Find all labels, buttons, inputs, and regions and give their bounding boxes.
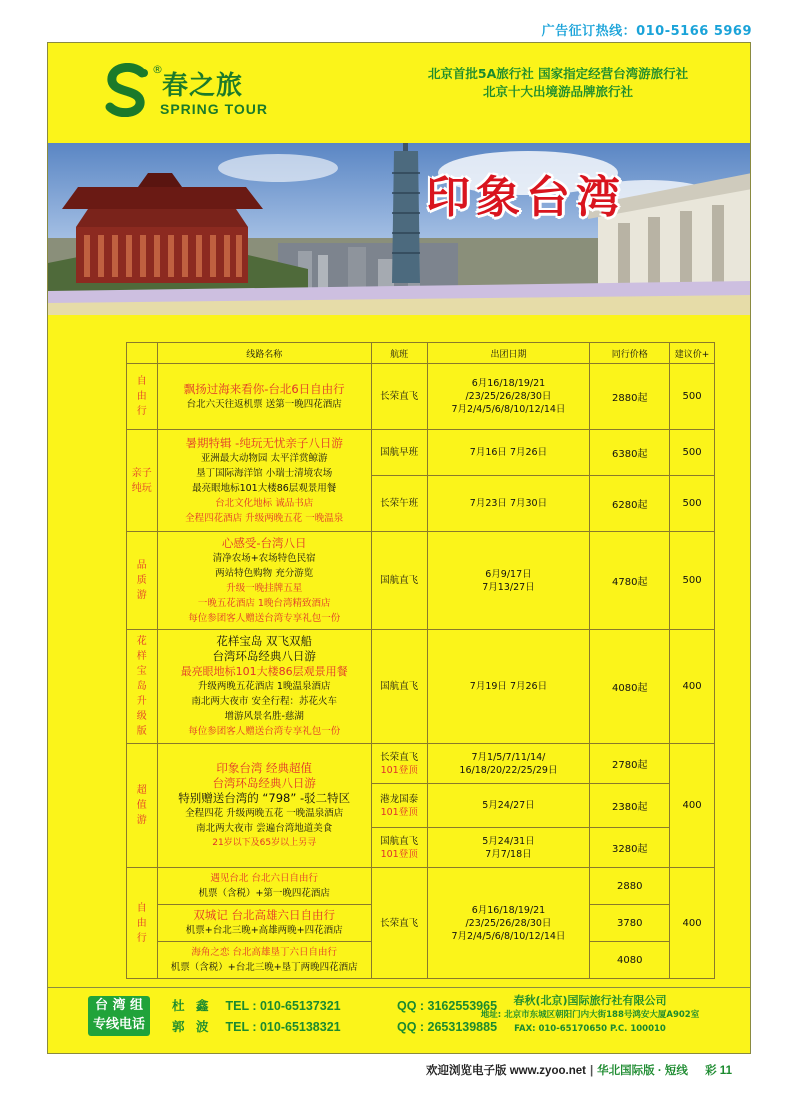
contact-name: 杜 鑫 bbox=[172, 999, 213, 1013]
route-title: 印象台湾 经典超值 bbox=[216, 760, 313, 775]
departure-dates-cell: 5月24/27日 bbox=[427, 784, 590, 828]
route-detail: 清净农场+农场特色民宿 bbox=[212, 552, 316, 564]
route-name-cell bbox=[157, 532, 371, 630]
trade-price-cell: 6280起 bbox=[590, 476, 670, 532]
trade-price-cell: 4080起 bbox=[590, 630, 670, 744]
advertisement-poster bbox=[47, 42, 751, 1054]
route-detail: 台北六天往返机票 送第一晚四花酒店 bbox=[186, 398, 342, 410]
suggested-price-cell: 500 bbox=[670, 476, 715, 532]
route-detail: 一晚五花酒店 1晚台湾精致酒店 bbox=[197, 597, 331, 609]
route-detail: 两站特色购物 充分游览 bbox=[215, 567, 314, 579]
contact-phone: TEL : 010-65137321 bbox=[225, 999, 341, 1013]
contact-row bbox=[172, 1017, 497, 1038]
flight-cell: 国航直飞 bbox=[371, 532, 427, 630]
route-detail: 每位参团客人赠送台湾专享礼包一份 bbox=[188, 726, 341, 737]
contact-phone: TEL : 010-65138321 bbox=[225, 1020, 341, 1034]
trade-price-cell: 3780 bbox=[590, 905, 670, 942]
route-detail: 最亮眼地标101大楼86层观景用餐 bbox=[192, 482, 337, 494]
route-highlight: 特别赠送台湾的 “798” -驳二特区 bbox=[178, 790, 351, 805]
route-title: 遇见台北 台北六日自由行 bbox=[210, 873, 318, 884]
company-name: 春秋(北京)国际旅行社有限公司 bbox=[513, 994, 667, 1007]
route-title: 台湾环岛经典八日游 bbox=[212, 775, 316, 790]
suggested-price-cell: 500 bbox=[670, 532, 715, 630]
logo-chinese-name: 春之旅 bbox=[162, 71, 244, 101]
route-title: 心感受-台湾八日 bbox=[221, 535, 307, 550]
contact-list bbox=[172, 996, 497, 1038]
route-title: 飘扬过海来看你-台北6日自由行 bbox=[183, 381, 345, 396]
ad-hotline: 广告征订热线：010-5166 5969 bbox=[541, 24, 752, 39]
flight-cell: 国航直飞 bbox=[371, 630, 427, 744]
trade-price-cell: 3280起 bbox=[590, 828, 670, 868]
flight-cell: 长荣午班 bbox=[371, 476, 427, 532]
spring-tour-logo bbox=[102, 61, 302, 121]
flight-cell: 长荣直飞 101登顶 bbox=[371, 744, 427, 784]
trade-price-cell: 2880 bbox=[590, 868, 670, 905]
route-detail: 升级一晚挂牌五星 bbox=[226, 582, 303, 594]
route-detail: 垦丁国际海洋馆 小瑞士清境农场 bbox=[196, 467, 333, 479]
route-title: 暑期特辑 -纯玩无忧亲子八日游 bbox=[185, 435, 343, 450]
suggested-price-cell: 400 bbox=[670, 630, 715, 744]
route-detail: 增游风景名胜-慈湖 bbox=[224, 711, 304, 722]
table-header-row bbox=[127, 343, 715, 364]
departure-dates-cell: 7月16日 7月26日 bbox=[427, 430, 590, 476]
flight-cell: 长荣直飞 bbox=[371, 868, 427, 979]
divider: | bbox=[589, 1065, 594, 1077]
category-cell: 超 值 游 bbox=[127, 744, 158, 868]
logo-mark-icon bbox=[102, 63, 154, 117]
page-number: 彩 11 bbox=[705, 1065, 732, 1077]
trade-price-cell: 2780起 bbox=[590, 744, 670, 784]
route-name-cell bbox=[157, 942, 371, 979]
route-title: 台湾环岛经典八日游 bbox=[212, 649, 316, 663]
flight-cell: 国航直飞 101登顶 bbox=[371, 828, 427, 868]
column-header: 线路名称 bbox=[157, 343, 371, 364]
table-row bbox=[127, 532, 715, 630]
website-link[interactable]: 欢迎浏览电子版 www.zyoo.net bbox=[426, 1065, 586, 1077]
table-row bbox=[127, 430, 715, 476]
departure-dates-cell: 7月19日 7月26日 bbox=[427, 630, 590, 744]
route-note: 21岁以下及65岁以上另寻 bbox=[212, 837, 317, 848]
route-name-cell bbox=[157, 430, 371, 532]
trade-price-cell: 4780起 bbox=[590, 532, 670, 630]
edition-label: 华北国际版 · 短线 bbox=[597, 1065, 688, 1077]
suggested-price-cell: 500 bbox=[670, 364, 715, 430]
slogan-line: 北京十大出境游品牌旅行社 bbox=[482, 84, 633, 99]
suggested-price-cell: 500 bbox=[670, 430, 715, 476]
departure-dates-cell: 6月16/18/19/21 /23/25/26/28/30日 7月2/4/5/6/8/10/12/14日 bbox=[427, 868, 590, 979]
category-cell: 品 质 游 bbox=[127, 532, 158, 630]
route-detail: 南北两大夜市 安全行程：苏花火车 bbox=[191, 696, 337, 707]
departure-dates-cell: 6月9/17日 7月13/27日 bbox=[427, 532, 590, 630]
table-row bbox=[127, 868, 715, 905]
column-header: 航班 bbox=[371, 343, 427, 364]
route-name-cell bbox=[157, 905, 371, 942]
route-detail: 全程四花 升级两晚五花 一晚温泉酒店 bbox=[185, 807, 344, 819]
route-title: 海角之恋 台北高雄垦丁六日自由行 bbox=[191, 947, 337, 958]
route-name-cell bbox=[157, 744, 371, 868]
table-row bbox=[127, 744, 715, 784]
taiwan-landmarks-banner bbox=[48, 143, 751, 315]
registered-mark: ® bbox=[152, 63, 163, 76]
flight-cell: 长荣直飞 bbox=[371, 364, 427, 430]
page-footer bbox=[426, 1062, 732, 1078]
category-cell: 亲子 纯玩 bbox=[127, 430, 158, 532]
route-highlight: 最亮眼地标101大楼86层观景用餐 bbox=[180, 665, 348, 678]
flight-cell: 港龙国泰 101登顶 bbox=[371, 784, 427, 828]
banner-illustration bbox=[48, 143, 751, 315]
route-detail: 机票+台北三晚+高雄两晚+四花酒店 bbox=[185, 925, 343, 936]
contact-qq: QQ : 2653139885 bbox=[396, 1020, 498, 1034]
category-cell: 花 样 宝 岛 升 级 版 bbox=[127, 630, 158, 744]
route-detail: 每位参团客人赠送台湾专享礼包一份 bbox=[188, 612, 341, 624]
route-detail: 全程四花酒店 升级两晚五花 一晚温泉 bbox=[185, 512, 344, 524]
route-title: 双城记 台北高雄六日自由行 bbox=[193, 908, 336, 922]
company-fax: FAX: 010-65170650 P.C. 100010 bbox=[514, 1024, 666, 1034]
trade-price-cell: 2880起 bbox=[590, 364, 670, 430]
trade-price-cell: 2380起 bbox=[590, 784, 670, 828]
route-name-cell bbox=[157, 630, 371, 744]
contact-name: 郭 波 bbox=[172, 1020, 213, 1034]
route-detail: 机票（含税）+第一晚四花酒店 bbox=[198, 888, 330, 899]
taiwan-group-hotline-tag: 台 湾 组 专线电话 bbox=[88, 996, 150, 1036]
route-detail: 台北文化地标 诚品书店 bbox=[215, 497, 314, 509]
trade-price-cell: 4080 bbox=[590, 942, 670, 979]
company-info bbox=[460, 994, 720, 1036]
departure-dates-cell: 5月24/31日 7月7/18日 bbox=[427, 828, 590, 868]
route-detail: 升级两晚五花酒店 1晚温泉酒店 bbox=[197, 681, 331, 692]
company-address: 地址: 北京市东城区朝阳门内大街188号鸿安大厦A902室 bbox=[480, 1010, 700, 1020]
column-header: 出团日期 bbox=[427, 343, 590, 364]
route-detail: 南北两大夜市 尝遍台湾地道美食 bbox=[196, 822, 333, 834]
departure-dates-cell: 6月16/18/19/21 /23/25/26/28/30日 7月2/4/5/6/8/10/12/14日 bbox=[427, 364, 590, 430]
departure-dates-cell: 7月23日 7月30日 bbox=[427, 476, 590, 532]
category-cell: 自 由 行 bbox=[127, 364, 158, 430]
suggested-price-cell: 400 bbox=[670, 744, 715, 868]
category-cell: 自 由 行 bbox=[127, 868, 158, 979]
trade-price-cell: 6380起 bbox=[590, 430, 670, 476]
route-detail: 亚洲最大动物园 太平洋赏鲸游 bbox=[200, 452, 328, 464]
tour-routes-table bbox=[126, 342, 715, 979]
logo-english-name: SPRING TOUR bbox=[160, 101, 268, 117]
column-header: 建议价+ bbox=[670, 343, 715, 364]
flight-cell: 国航早班 bbox=[371, 430, 427, 476]
contact-footer bbox=[48, 987, 751, 1054]
contact-qq: QQ : 3162553965 bbox=[396, 999, 498, 1013]
table-row bbox=[127, 364, 715, 430]
route-name-cell bbox=[157, 364, 371, 430]
banner-title: 印象台湾 bbox=[426, 172, 626, 223]
agency-slogan bbox=[408, 65, 708, 101]
column-header: 同行价格 bbox=[590, 343, 670, 364]
table-row bbox=[127, 630, 715, 744]
departure-dates-cell: 7月1/5/7/11/14/ 16/18/20/22/25/29日 bbox=[427, 744, 590, 784]
contact-row bbox=[172, 996, 497, 1017]
column-header bbox=[127, 343, 158, 364]
route-name-cell bbox=[157, 868, 371, 905]
route-title: 花样宝岛 双飞双船 bbox=[216, 634, 313, 648]
suggested-price-cell: 400 bbox=[670, 868, 715, 979]
slogan-line: 北京首批5A旅行社 国家指定经营台湾游旅行社 bbox=[427, 66, 689, 81]
route-detail: 机票（含税）+台北三晚+垦丁两晚四花酒店 bbox=[170, 962, 358, 973]
